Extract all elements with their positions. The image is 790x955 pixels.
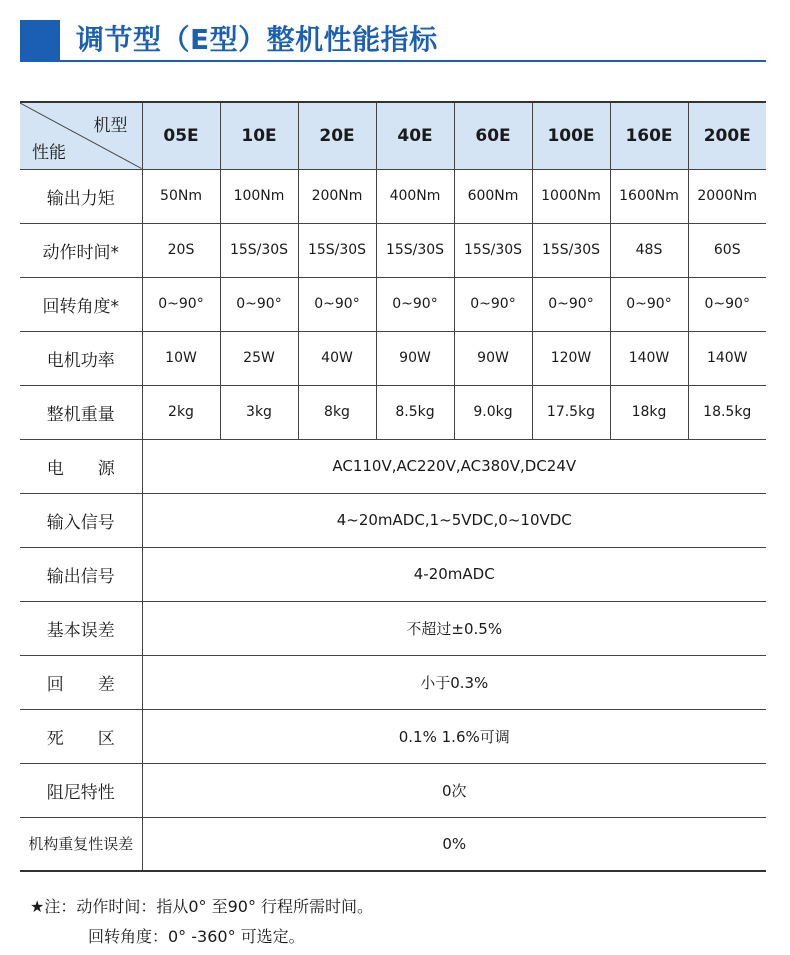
table-cell: 0~90° (688, 277, 766, 331)
table-cell: 10W (142, 331, 220, 385)
table-cell: 100Nm (220, 169, 298, 223)
row-label-input-signal: 输入信号 (20, 493, 142, 547)
table-cell: 120W (532, 331, 610, 385)
table-row (20, 439, 766, 493)
row-label-damping: 阻尼特性 (20, 763, 142, 817)
table-cell: 0% (142, 817, 766, 871)
table-cell: 17.5kg (532, 385, 610, 439)
model-header-160e: 160E (610, 102, 688, 169)
table-row (20, 817, 766, 871)
table-cell: 15S/30S (376, 223, 454, 277)
model-header-100e: 100E (532, 102, 610, 169)
table-cell: 0~90° (454, 277, 532, 331)
row-label-motor-power: 电机功率 (20, 331, 142, 385)
table-row (20, 277, 766, 331)
model-header-05e: 05E (142, 102, 220, 169)
table-cell: 0~90° (532, 277, 610, 331)
table-cell: 1600Nm (610, 169, 688, 223)
footnotes (30, 892, 373, 952)
footnote-action-time: ★注：动作时间：指从0° 至90° 行程所需时间。 (30, 897, 374, 916)
row-label-action-time: 动作时间* (20, 223, 142, 277)
table-cell: 48S (610, 223, 688, 277)
table-cell: 2kg (142, 385, 220, 439)
table-row (20, 601, 766, 655)
section-header (20, 16, 766, 62)
table-cell: 18kg (610, 385, 688, 439)
table-cell: 0~90° (142, 277, 220, 331)
model-header-60e: 60E (454, 102, 532, 169)
table-cell: 50Nm (142, 169, 220, 223)
table-cell: 0~90° (376, 277, 454, 331)
table-cell: 25W (220, 331, 298, 385)
model-header-10e: 10E (220, 102, 298, 169)
table-cell: 0~90° (298, 277, 376, 331)
table-row (20, 709, 766, 763)
table-cell: AC110V,AC220V,AC380V,DC24V (142, 439, 766, 493)
table-corner-cell (20, 102, 142, 169)
row-label-basic-error: 基本误差 (20, 601, 142, 655)
table-row (20, 655, 766, 709)
table-cell: 0次 (142, 763, 766, 817)
model-header-40e: 40E (376, 102, 454, 169)
table-cell: 3kg (220, 385, 298, 439)
table-cell: 90W (454, 331, 532, 385)
table-cell: 600Nm (454, 169, 532, 223)
table-row (20, 331, 766, 385)
table-cell: 0~90° (610, 277, 688, 331)
table-cell: 20S (142, 223, 220, 277)
table-row (20, 223, 766, 277)
table-cell: 15S/30S (532, 223, 610, 277)
table-cell: 0.1% 1.6%可调 (142, 709, 766, 763)
header-accent-block (20, 20, 60, 60)
corner-label-model: 机型 (93, 116, 128, 136)
table-cell: 200Nm (298, 169, 376, 223)
table-cell: 140W (688, 331, 766, 385)
table-row (20, 547, 766, 601)
table-cell: 4-20mADC (142, 547, 766, 601)
table-cell: 15S/30S (298, 223, 376, 277)
row-label-dead-zone: 死 区 (20, 709, 142, 763)
table-cell: 90W (376, 331, 454, 385)
footnote-rotation-angle: 回转角度：0° -360° 可选定。 (88, 927, 305, 946)
performance-spec-table (20, 101, 766, 872)
row-label-power-supply: 电 源 (20, 439, 142, 493)
corner-label-performance: 性能 (32, 142, 66, 163)
row-label-weight: 整机重量 (20, 385, 142, 439)
table-cell: 140W (610, 331, 688, 385)
row-label-repeatability: 机构重复性误差 (20, 817, 142, 871)
table-cell: 9.0kg (454, 385, 532, 439)
table-cell: 4~20mADC,1~5VDC,0~10VDC (142, 493, 766, 547)
table-row (20, 763, 766, 817)
table-cell: 18.5kg (688, 385, 766, 439)
table-cell: 不超过±0.5% (142, 601, 766, 655)
row-label-output-torque: 输出力矩 (20, 169, 142, 223)
row-label-rotation-angle: 回转角度* (20, 277, 142, 331)
page-title: 调节型（E型）整机性能指标 (76, 23, 438, 56)
table-cell: 40W (298, 331, 376, 385)
table-cell: 15S/30S (454, 223, 532, 277)
table-cell: 1000Nm (532, 169, 610, 223)
model-header-200e: 200E (688, 102, 766, 169)
table-cell: 8kg (298, 385, 376, 439)
table-cell: 8.5kg (376, 385, 454, 439)
table-cell: 15S/30S (220, 223, 298, 277)
row-label-hysteresis: 回 差 (20, 655, 142, 709)
header-divider (20, 60, 766, 62)
table-cell: 小于0.3% (142, 655, 766, 709)
table-row (20, 493, 766, 547)
table-row (20, 169, 766, 223)
row-label-output-signal: 输出信号 (20, 547, 142, 601)
table-cell: 400Nm (376, 169, 454, 223)
table-cell: 2000Nm (688, 169, 766, 223)
table-cell: 0~90° (220, 277, 298, 331)
table-cell: 60S (688, 223, 766, 277)
table-header-row (20, 102, 766, 169)
model-header-20e: 20E (298, 102, 376, 169)
table-row (20, 385, 766, 439)
